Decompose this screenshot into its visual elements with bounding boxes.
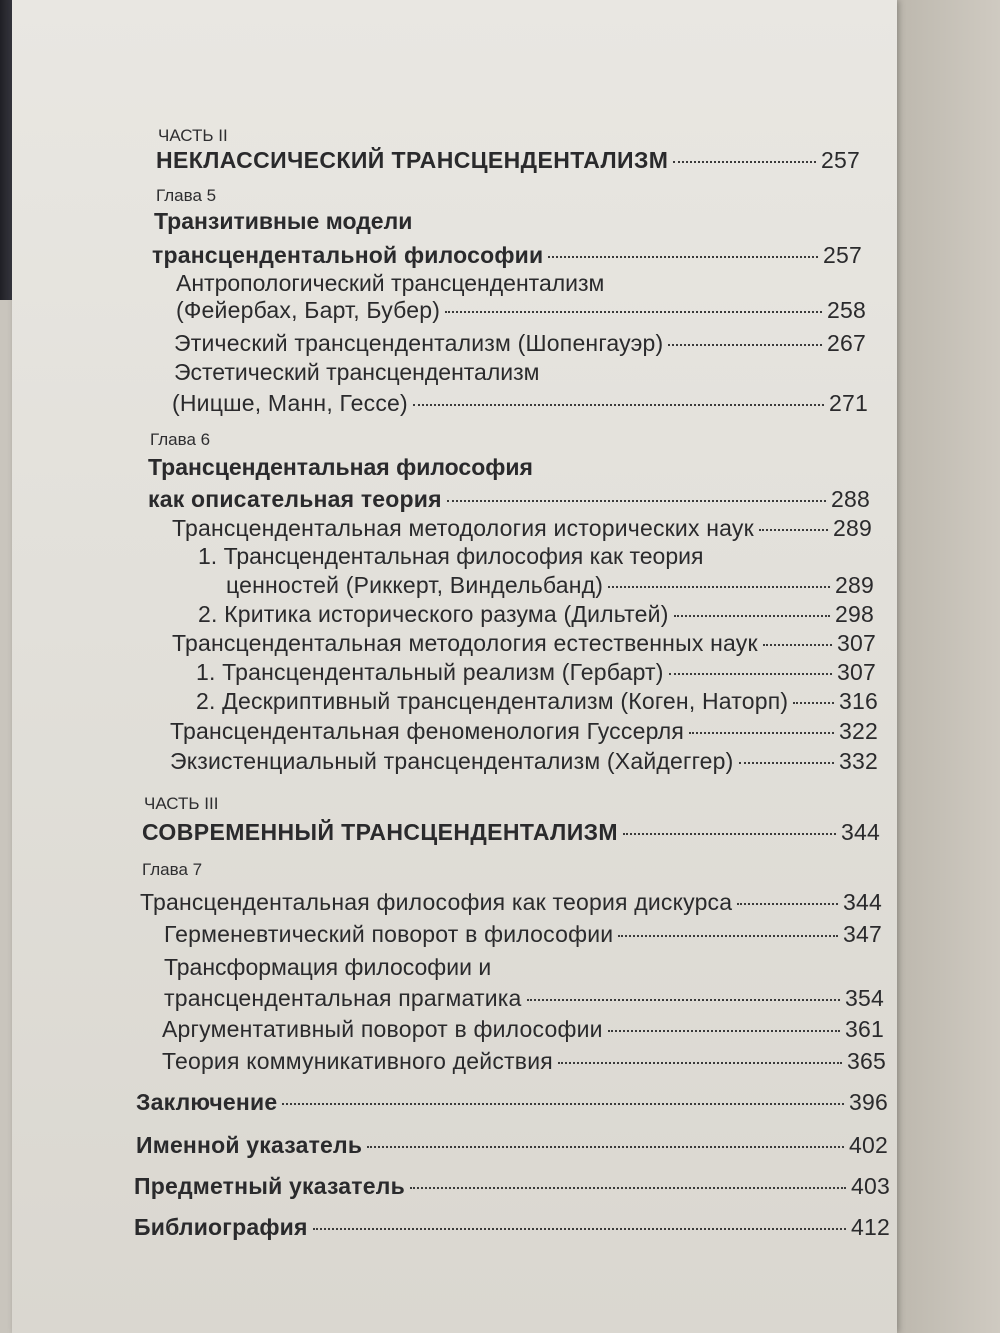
toc-entry-text: Трансформация философии и — [164, 954, 492, 980]
toc-entry-text: 2. Критика исторического разума (Дильтей) — [198, 601, 669, 627]
dot-leader — [623, 833, 836, 835]
toc-entry-part-title — [156, 147, 860, 174]
page-number: 258 — [827, 297, 866, 323]
toc-entry-chapter-title — [152, 242, 862, 269]
dot-leader — [527, 999, 840, 1001]
toc-entry-chapter-title — [140, 889, 882, 916]
toc-entry — [172, 630, 876, 657]
page-number: 402 — [849, 1132, 888, 1158]
page-number: 332 — [839, 748, 878, 774]
page-number: 347 — [843, 921, 882, 947]
dot-leader — [445, 311, 822, 313]
chapter-title-line: Транзитивные модели — [154, 208, 413, 234]
toc-entry — [162, 1016, 884, 1043]
page-number: 354 — [845, 985, 884, 1011]
toc-entry-text: Аргументативный поворот в философии — [162, 1016, 603, 1042]
page-number: 257 — [823, 242, 862, 268]
dot-leader — [558, 1062, 842, 1064]
toc-entry-text: Герменевтический поворот в философии — [164, 921, 614, 947]
page-number: 257 — [821, 147, 860, 173]
dot-leader — [413, 404, 824, 406]
page-number: 396 — [849, 1089, 888, 1115]
dot-leader — [739, 762, 835, 764]
toc-entry-text: 1. Трансцендентальная философия как теория — [198, 543, 704, 569]
toc-entry-text: Теория коммуникативного действия — [162, 1048, 553, 1074]
toc-entry — [172, 390, 868, 417]
toc-entry-text: ценностей (Риккерт, Виндельбанд) — [226, 572, 604, 598]
dot-leader — [668, 344, 822, 346]
dot-leader — [608, 586, 830, 588]
dot-leader — [763, 644, 832, 646]
toc-entry-text: Этический трансцендентализм (Шопенгауэр) — [174, 330, 664, 356]
dot-leader — [410, 1187, 846, 1189]
part-title: СОВРЕМЕННЫЙ ТРАНСЦЕНДЕНТАЛИЗМ — [142, 819, 618, 845]
dot-leader — [367, 1146, 844, 1148]
page-number: 271 — [829, 390, 868, 416]
toc-entry — [170, 748, 878, 775]
toc-entry-text: Предметный указатель — [134, 1173, 405, 1199]
toc-entry — [170, 718, 878, 745]
page-number: 307 — [837, 659, 876, 685]
toc-entry — [196, 688, 878, 715]
chapter-title-line: Трансцендентальная философия — [148, 454, 533, 480]
dot-leader — [673, 161, 816, 163]
dot-leader — [548, 256, 818, 258]
page-number: 361 — [845, 1016, 884, 1042]
toc-entry-text: Трансцендентальная методология исторических наук — [172, 515, 754, 541]
toc-entry-text: Трансцендентальная феноменология Гуссерля — [170, 718, 685, 744]
page-number: 289 — [833, 515, 872, 541]
toc-entry-text: Экзистенциальный трансцендентализм (Хайдеггер) — [170, 748, 734, 774]
page-number: 298 — [835, 601, 874, 627]
toc-entry-chapter-title — [148, 486, 870, 513]
page-number: 288 — [831, 486, 870, 512]
toc-entry-text: (Фейербах, Барт, Бубер) — [176, 297, 441, 323]
chapter-title-line: трансцендентальной философии — [152, 242, 544, 268]
page-number: 403 — [851, 1173, 890, 1199]
toc-entry — [198, 601, 874, 628]
dot-leader — [793, 702, 834, 704]
dot-leader — [608, 1030, 840, 1032]
toc-entry-text: (Ницше, Манн, Гессе) — [172, 390, 408, 416]
dot-leader — [669, 673, 832, 675]
page-number: 412 — [851, 1214, 890, 1240]
toc-entry — [176, 297, 866, 324]
page-number: 289 — [835, 572, 874, 598]
dot-leader — [313, 1228, 846, 1230]
toc-entry-text: Именной указатель — [136, 1132, 363, 1158]
chapter-label: Глава 5 — [156, 186, 217, 205]
page-number: 322 — [839, 718, 878, 744]
toc-entry — [196, 659, 876, 686]
toc-entry-part-title — [142, 819, 880, 846]
dot-leader — [282, 1103, 844, 1105]
toc-entry — [174, 330, 866, 357]
toc-entry-back-matter — [136, 1089, 888, 1116]
chapter-label: Глава 6 — [150, 430, 211, 449]
toc-entry-text: Заключение — [136, 1089, 278, 1115]
part-title: НЕКЛАССИЧЕСКИЙ ТРАНСЦЕНДЕНТАЛИЗМ — [156, 147, 669, 173]
toc-entry-back-matter — [134, 1214, 890, 1241]
toc-entry-text: 2. Дескриптивный трансцендентализм (Коген, Наторп) — [196, 688, 789, 714]
toc-entry — [172, 515, 872, 542]
dot-leader — [759, 529, 828, 531]
toc-entry — [162, 1048, 886, 1075]
page-number: 316 — [839, 688, 878, 714]
toc-entry — [164, 985, 884, 1012]
toc-entry — [164, 921, 882, 948]
toc-entry-text: Библиография — [134, 1214, 308, 1240]
toc-entry-text: Эстетический трансцендентализм — [174, 359, 540, 385]
dot-leader — [618, 935, 838, 937]
chapter-label: Глава 7 — [142, 860, 203, 879]
toc-entry-back-matter — [136, 1132, 888, 1159]
dot-leader — [737, 903, 838, 905]
page-number: 307 — [837, 630, 876, 656]
page-number: 344 — [843, 889, 882, 915]
part-label: ЧАСТЬ III — [144, 794, 219, 813]
page-number: 365 — [847, 1048, 886, 1074]
toc-entry-text: Трансцендентальная методология естественных наук — [172, 630, 758, 656]
toc-entry — [226, 572, 874, 599]
page-number: 267 — [827, 330, 866, 356]
toc-entry-text: Антропологический трансцендентализм — [176, 270, 605, 296]
chapter-title-line: Трансцендентальная философия как теория дискурса — [140, 889, 733, 915]
dot-leader — [689, 732, 834, 734]
dot-leader — [674, 615, 830, 617]
page-number: 344 — [841, 819, 880, 845]
part-label: ЧАСТЬ II — [158, 126, 228, 145]
dot-leader — [447, 500, 826, 502]
toc-entry-text: трансцендентальная прагматика — [164, 985, 522, 1011]
toc-entry-text: 1. Трансцендентальный реализм (Гербарт) — [196, 659, 664, 685]
chapter-title-line: как описательная теория — [148, 486, 442, 512]
toc-entry-back-matter — [134, 1173, 890, 1200]
